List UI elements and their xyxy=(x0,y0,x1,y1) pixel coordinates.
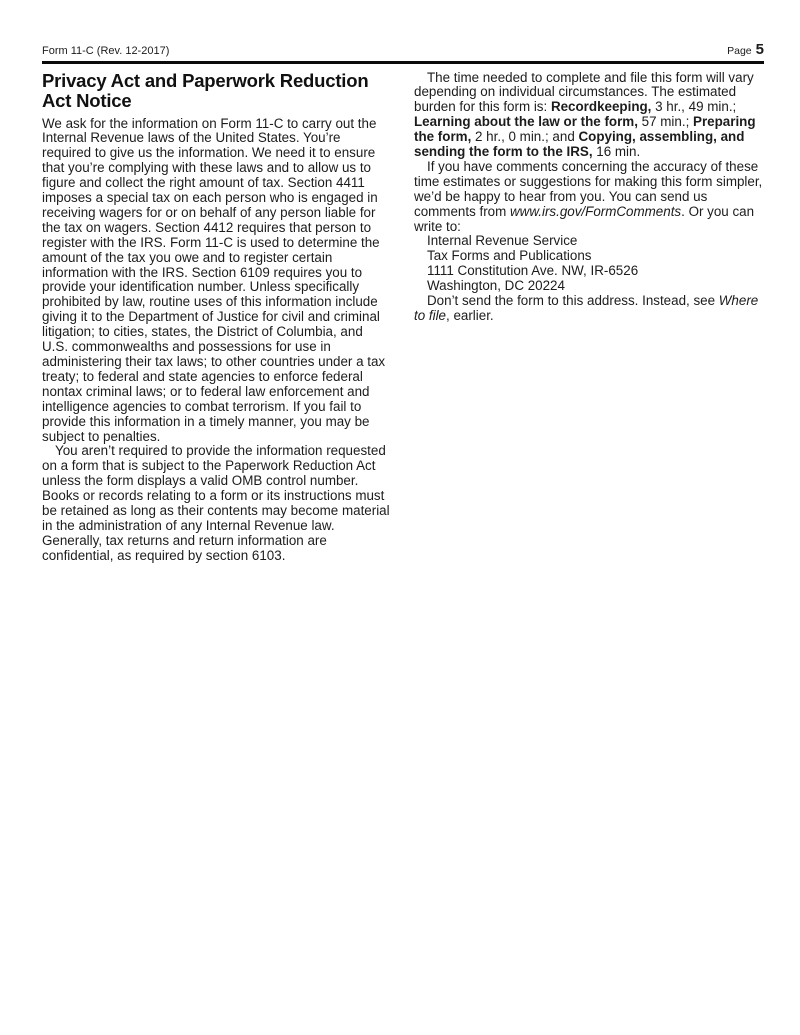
address-line: 1111 Constitution Ave. NW, IR-6526 xyxy=(427,263,639,279)
left-column-paragraphs xyxy=(42,117,392,564)
paragraph: The time needed to complete and file this form will vary depending on individual circumstances. The estimated burden for this form is: Recordkeeping, 3 hr., 49 min.; Learning about the law or the form, 57 min.; Preparing the form, 2 hr., 0 min.; and Copying, assembling, and sending the form to the IRS, 16 min. xyxy=(414,69,756,160)
paragraph: You aren’t required to provide the information requested on a form that is subject to the Paperwork Reduction Act unless the form displays a valid OMB control number. Books or records relating to a form or its instructions must be retained as long as their contents may become material in the administration of any Internal Revenue law. Generally, tax returns and return information are confidential, as required by section 6103. xyxy=(42,443,390,563)
paragraph: We ask for the information on Form 11-C to carry out the Internal Revenue laws of the United States. You’re required to give us the information. We need it to ensure that you’re complying with these laws and to allow us to figure and collect the right amount of tax. Section 4411 imposes a special tax on each person who is engaged in receiving wagers for or on behalf of any person liable for the tax on wagers. Section 4412 requires that person to register with the IRS. Form 11-C is used to determine the amount of the tax you owe and to register certain information with the IRS. Section 6109 requires you to provide your identification number. Unless specifically prohibited by law, routine uses of this information include giving it to the Department of Justice for civil and criminal litigation; to cities, states, the District of Columbia, and U.S. commonwealths and possessions for use in administering their tax laws; to other countries under a tax treaty; to federal and state agencies to enforce federal nontax criminal laws; or to federal law enforcement and intelligence agencies to combat terrorism. If you fail to provide this information in a timely manner, you may be subject to penalties. xyxy=(42,115,386,444)
right-column-paragraphs xyxy=(414,71,764,324)
address-line: Internal Revenue Service xyxy=(427,233,578,249)
paragraph: Don’t send the form to this address. Instead, see Where to file, earlier. xyxy=(414,293,759,323)
right-column xyxy=(414,71,764,564)
page-indicator xyxy=(727,41,764,58)
paragraph: If you have comments concerning the accuracy of these time estimates or suggestions for making this form simpler, we’d be happy to hear from you. You can send us comments from www.irs.gov/FormComments. Or you can write to: xyxy=(414,158,763,234)
header-rule xyxy=(42,61,764,64)
address-block xyxy=(414,234,764,294)
page-header xyxy=(42,41,764,58)
left-column xyxy=(42,71,392,564)
address-line: Washington, DC 20224 xyxy=(427,278,565,294)
page-label: Page xyxy=(727,45,752,57)
notice-heading: Privacy Act and Paperwork Reduction Act Notice xyxy=(42,69,369,111)
address-line: Tax Forms and Publications xyxy=(427,248,592,264)
content-columns xyxy=(42,71,764,564)
form-revision-label: Form 11-C (Rev. 12-2017) xyxy=(42,45,170,57)
page-number: 5 xyxy=(755,41,764,58)
